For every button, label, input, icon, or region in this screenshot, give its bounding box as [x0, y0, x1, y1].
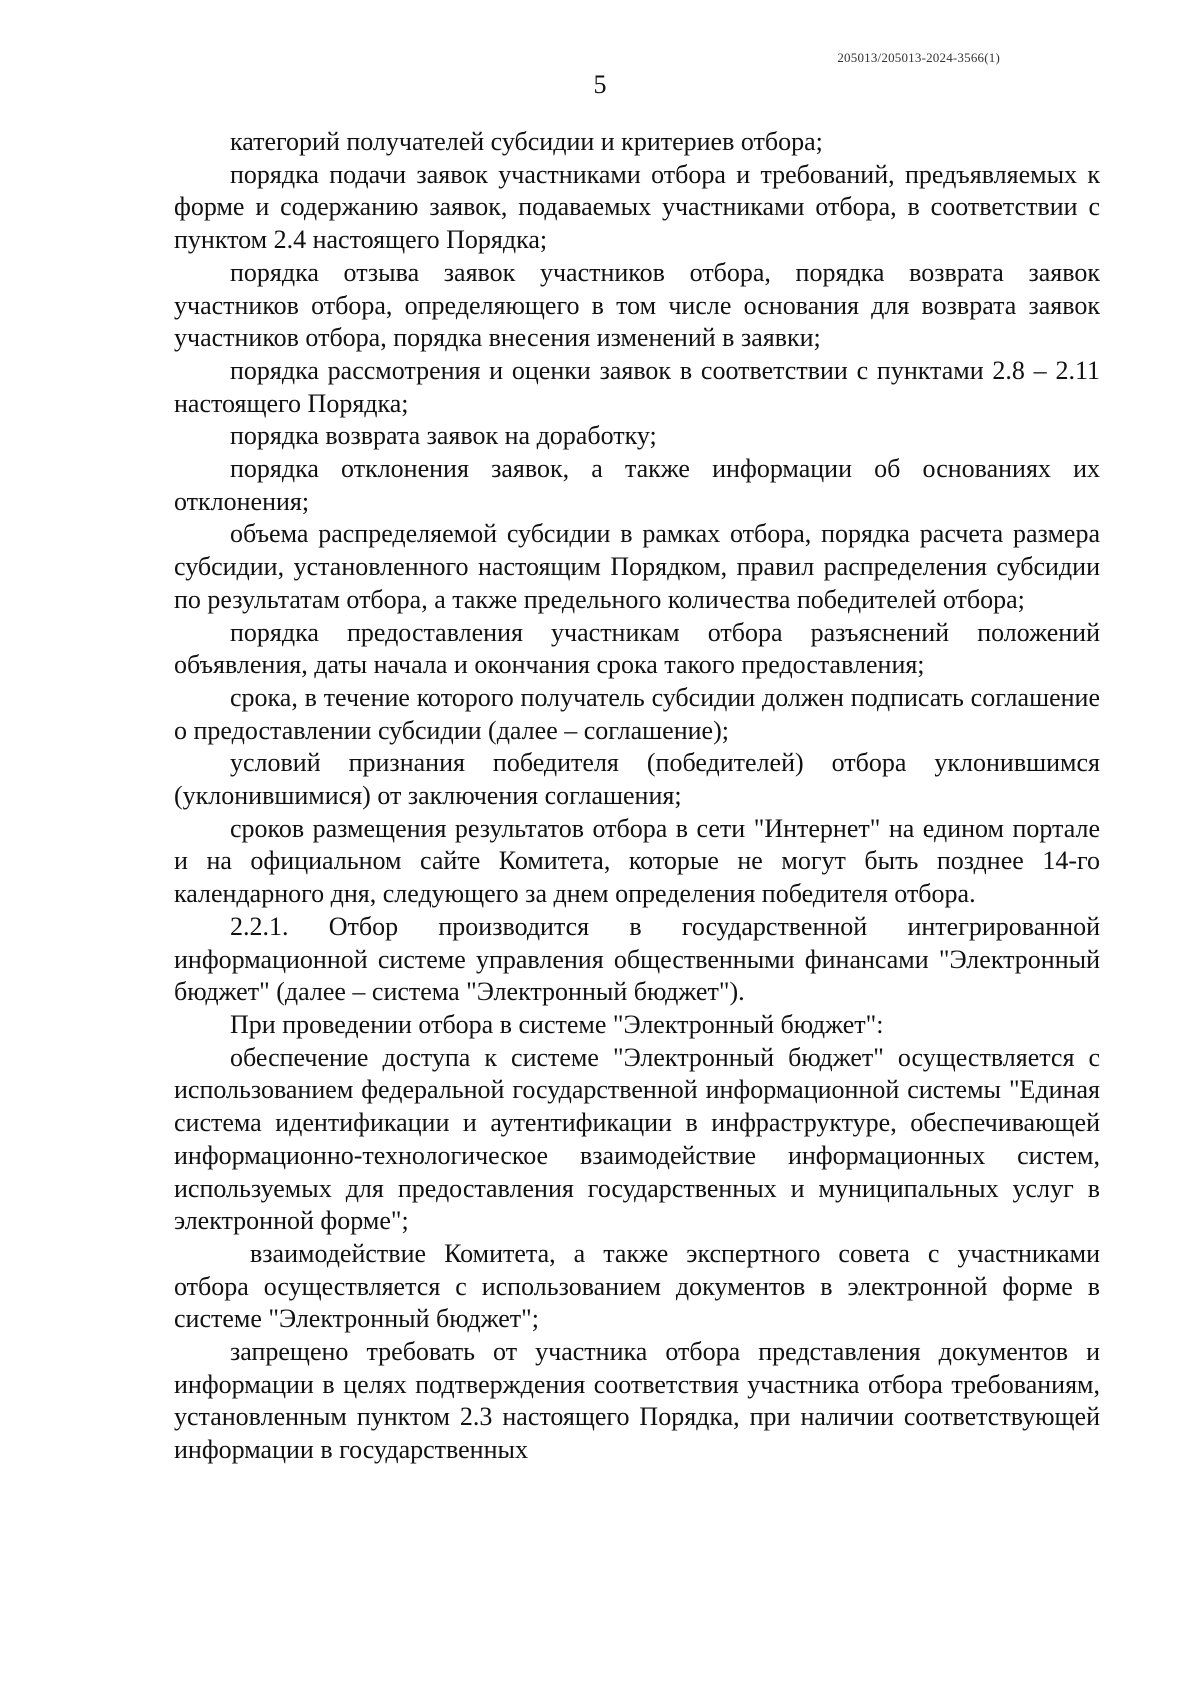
- paragraph: порядка возврата заявок на доработку;: [230, 421, 657, 451]
- paragraph: категорий получателей субсидии и критериев отбора;: [230, 127, 823, 156]
- document-body: [174, 126, 1100, 1467]
- paragraph: условий признания победителя (победителей) отбора уклонившимся (уклонившимися) от заключения соглашения;: [174, 748, 1100, 811]
- paragraph: порядка подачи заявок участниками отбора и требований, предъявляемых к форме и содержанию заявок, подаваемых участниками отбора, в соответствии с пунктом 2.4 настоящего Порядка;: [174, 159, 1100, 255]
- paragraph: срока, в течение которого получатель субсидии должен подписать соглашение о предоставлении субсидии (далее – соглашение);: [174, 682, 1100, 745]
- paragraph: порядка отзыва заявок участников отбора, порядка возврата заявок участников отбора, определяющего в том числе основания для возврата заявок участников отбора, порядка внесения изменений в заявки;: [174, 257, 1100, 353]
- paragraph: взаимодействие Комитета, а также экспертного совета с участниками отбора осуществляется с использованием документов в электронной форме в системе "Электронный бюджет";: [174, 1238, 1100, 1334]
- paragraph: порядка рассмотрения и оценки заявок в соответствии с пунктами 2.8 – 2.11 настоящего Порядка;: [174, 355, 1100, 418]
- paragraph: запрещено требовать от участника отбора представления документов и информации в целях подтверждения соответствия участника отбора требованиям, установленным пунктом 2.3 настоящего Порядка, при наличии соответствующей информации в государственных: [174, 1337, 1100, 1465]
- paragraph: сроков размещения результатов отбора в сети "Интернет" на едином портале и на официальном сайте Комитета, которые не могут быть позднее 14-го календарного дня, следующего за днем определения победителя отбора.: [174, 813, 1100, 909]
- paragraph: обеспечение доступа к системе "Электронный бюджет" осуществляется с использованием федеральной государственной информационной системы "Единая система идентификации и аутентификации в инфраструктуре, обеспечивающей информационно-технологическое взаимодействие информационных систем, используемых для предоставления государственных и муниципальных услуг в электронной форме";: [174, 1042, 1100, 1236]
- document-id: 205013/205013-2024-3566(1): [837, 50, 1000, 65]
- paragraph: порядка предоставления участникам отбора разъяснений положений объявления, даты начала и окончания срока такого предоставления;: [174, 617, 1100, 680]
- paragraph: порядка отклонения заявок, а также информации об основаниях их отклонения;: [174, 454, 1100, 516]
- paragraph: 2.2.1. Отбор производится в государственной интегрированной информационной системе управления общественными финансами "Электронный бюджет" (далее – система "Электронный бюджет").: [174, 911, 1100, 1007]
- paragraph: При проведении отбора в системе "Электронный бюджет":: [230, 1009, 884, 1039]
- paragraph: объема распределяемой субсидии в рамках отбора, порядка расчета размера субсидии, установленного настоящим Порядком, правил распределения субсидии по результатам отбора, а также предельного количества победителей отбора;: [174, 519, 1100, 614]
- page-number: 5: [593, 70, 607, 99]
